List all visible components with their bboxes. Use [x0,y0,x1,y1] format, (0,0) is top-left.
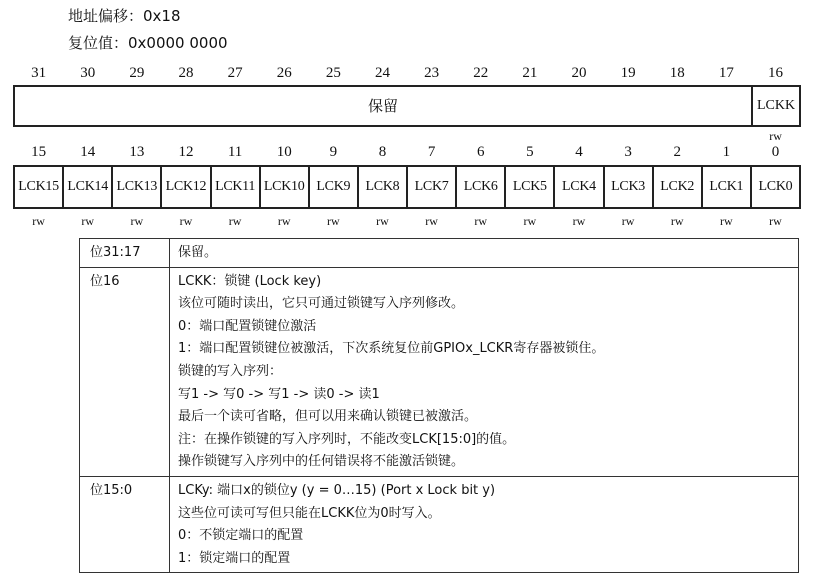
access-type: rw [130,214,144,228]
description-line: 锁键的写入序列： [178,363,283,379]
access-type: rw [32,214,45,228]
description-line: 1：锁定端口的配置 [178,550,291,566]
bit-number: 31 [31,65,47,81]
access-type: rw [179,214,193,228]
lckk-field: LCKK [751,87,799,125]
register-low-half [13,165,801,209]
bit-description [170,239,799,268]
bit-description [170,476,799,572]
access-type: rw [719,214,733,228]
access-type: rw [474,214,488,228]
bit-number: 6 [476,144,485,160]
bit-number: 21 [522,65,538,81]
bit-range: 位31:17 [80,239,170,268]
register-high-half [13,85,801,127]
access-row-low [14,214,800,228]
lck-bit-field: LCK6 [457,167,506,207]
lck-bit-field: LCK15 [15,167,64,207]
bit-number: 28 [178,65,194,81]
lckk-access: rw [769,129,782,143]
description-line: LCKy: 端口x的锁位y (y = 0…15) (Port x Lock bit y) [178,482,496,498]
bit-number: 10 [276,144,292,160]
bit-number: 22 [473,65,489,81]
description-row [80,239,799,268]
access-type: rw [326,214,340,228]
bit-number: 4 [575,144,583,160]
lck-bit-field: LCK9 [310,167,359,207]
access-type: rw [769,214,782,228]
lck-bit-field: LCK13 [113,167,162,207]
bit-number: 26 [276,65,292,81]
bit-number: 7 [427,144,436,160]
description-line: 0：端口配置锁键位激活 [178,318,317,334]
bit-numbers-high [14,62,800,84]
access-type: rw [670,214,684,228]
access-type: rw [277,214,291,228]
description-line: 0：不锁定端口的配置 [178,528,304,544]
description-line: 注：在操作锁键的写入序列时，不能改变LCK[15:0]的值。 [178,431,516,447]
lck-bit-field: LCK10 [261,167,310,207]
bit-number: 5 [526,144,534,160]
bit-number: 1 [722,144,731,160]
bit-number: 29 [129,65,145,81]
lck-bit-field: LCK11 [212,167,261,207]
lck-bit-field: LCK5 [506,167,555,207]
bit-number: 25 [325,65,341,81]
lck-bit-field: LCK8 [359,167,408,207]
reserved-field: 保留 [367,97,398,115]
access-type: rw [228,214,242,228]
access-type: rw [523,214,537,228]
description-line: LCKK：锁键 (Lock key) [178,273,322,289]
bit-number: 17 [718,65,734,81]
bit-numbers-low [14,141,800,163]
bit-number: 20 [571,65,587,81]
bit-number: 8 [378,144,387,160]
bit-description [170,267,799,476]
description-line: 该位可随时读出，它只可通过锁键写入序列修改。 [178,296,465,312]
lck-bit-field: LCK1 [703,167,752,207]
access-type: rw [621,214,635,228]
description-line: 操作锁键写入序列中的任何错误将不能激活锁键。 [178,454,465,470]
reset-value: 复位值：0x0000 0000 [68,34,228,52]
description-line: 最后一个读可省略，但可以用来确认锁键已被激活。 [178,409,478,425]
address-offset: 地址偏移：0x18 [68,7,181,25]
lck-bit-field: LCK7 [408,167,457,207]
bit-number: 9 [329,144,338,160]
bit-number: 11 [227,144,243,160]
access-type: rw [425,214,438,228]
access-type: rw [572,214,586,228]
description-line: 1：端口配置锁键位被激活，下次系统复位前GPIOx_LCKR寄存器被锁住。 [178,341,605,357]
description-line: 这些位可读可写但只能在LCKK位为0时写入。 [178,505,441,521]
bit-range: 位15:0 [80,476,170,572]
lck-bit-field: LCK12 [162,167,211,207]
lck-bit-field: LCK0 [758,179,793,194]
bit-description-table [79,238,799,573]
bit-number: 14 [80,144,96,160]
description-row [80,267,799,476]
bit-number: 19 [620,65,636,81]
description-line: 写1 -> 写0 -> 写1 -> 读0 -> 读1 [178,386,380,402]
access-type: rw [376,214,389,228]
bit-number: 30 [80,65,96,81]
lck-bit-field: LCK3 [605,167,654,207]
lck-bit-field: LCK2 [654,167,703,207]
bit-number: 18 [669,65,685,81]
bit-number: 15 [31,144,47,160]
bit-number: 16 [767,65,783,81]
bit-number: 24 [374,65,390,81]
bit-number: 12 [178,144,194,160]
bit-range: 位16 [80,267,170,476]
bit-number: 3 [624,144,632,160]
bit-number: 27 [227,65,243,81]
bit-number: 23 [424,65,440,81]
description-line: 保留。 [178,245,218,260]
lck-bit-field: LCK4 [555,167,604,207]
bit-number: 13 [129,144,145,160]
bit-number: 2 [673,144,681,160]
lck-bit-field: LCK14 [64,167,113,207]
description-row [80,476,799,572]
bit-number: 0 [771,144,780,160]
access-type: rw [81,214,95,228]
